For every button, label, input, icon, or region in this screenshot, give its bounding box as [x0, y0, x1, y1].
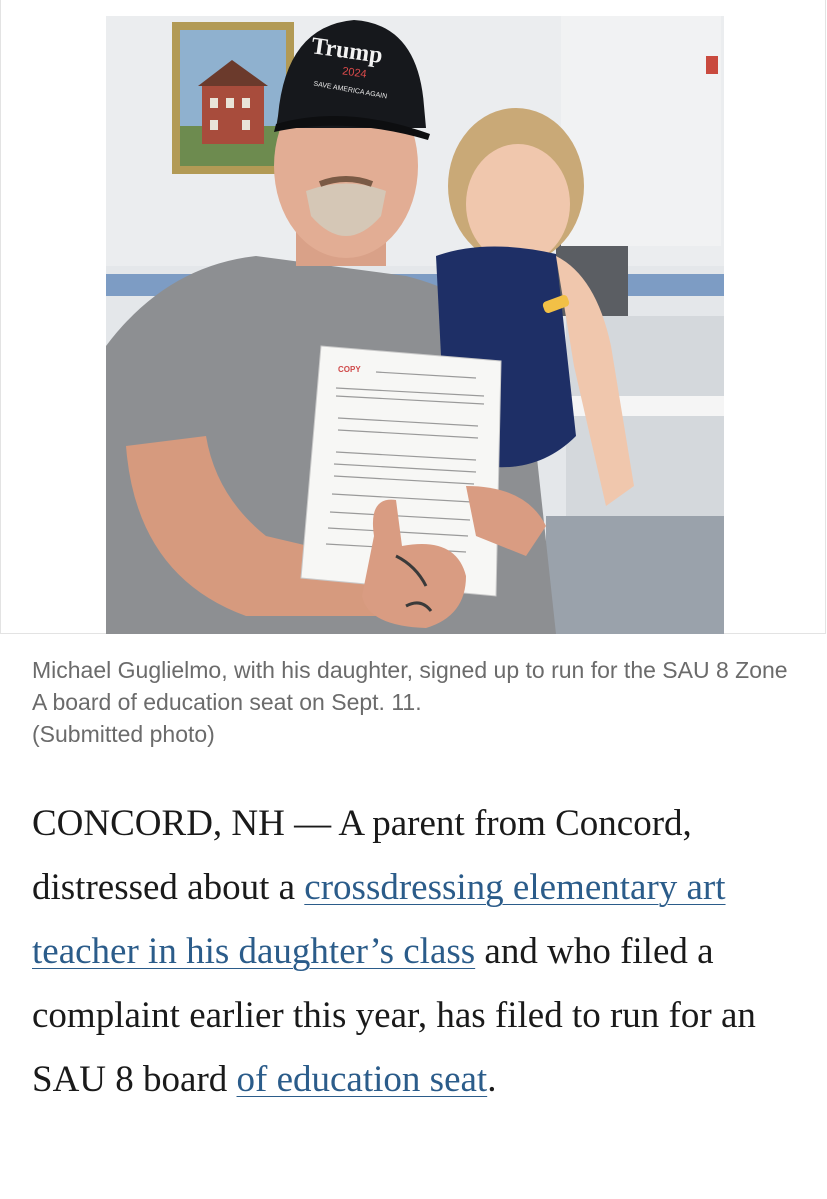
- photo-caption: [32, 654, 802, 750]
- cap-text-year: 2024: [341, 65, 368, 81]
- cap-text-main: Trump: [309, 33, 385, 69]
- article-text-part2: and who filed a complaint earlier this year, has filed to run for an SAU 8 board: [32, 931, 756, 1100]
- document-stamp: COPY: [338, 365, 361, 374]
- article-photo[interactable]: [106, 16, 724, 634]
- photo-credit: (Submitted photo): [32, 721, 215, 747]
- fire-alarm: [706, 56, 718, 74]
- child-face: [466, 144, 570, 264]
- crossdressing-teacher-link[interactable]: crossdressing elementary art teacher in his daughter’s class: [32, 867, 726, 972]
- photo-illustration: [106, 16, 724, 634]
- cap-text-slogan: SAVE AMERICA AGAIN: [312, 80, 388, 101]
- article-text-part1: CONCORD, NH — A parent from Concord, distressed about a: [32, 803, 692, 908]
- caption-text: Michael Guglielmo, with his daughter, signed up to run for the SAU 8 Zone A board of education seat on Sept. 11.: [32, 657, 788, 715]
- painting-house: [202, 86, 264, 144]
- article-paragraph: [32, 792, 802, 1112]
- education-seat-link[interactable]: of education seat: [236, 1059, 488, 1100]
- article-text-part3: .: [487, 1059, 497, 1100]
